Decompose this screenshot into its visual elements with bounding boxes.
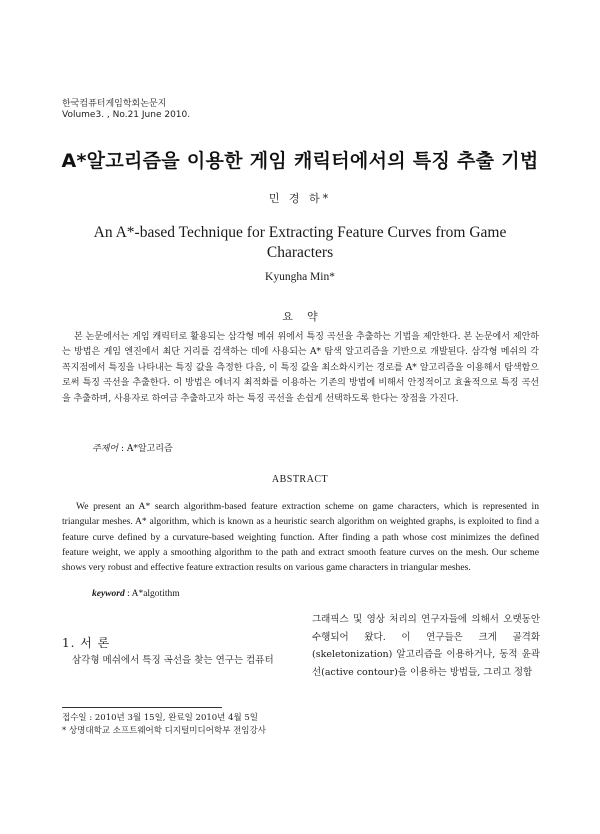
keywords-english bbox=[92, 589, 180, 599]
section-heading-introduction: 1. 서 론 bbox=[62, 636, 111, 650]
keywords-korean bbox=[92, 441, 173, 454]
abstract-heading-english: ABSTRACT bbox=[271, 474, 329, 485]
author-english: Kyungha Min* bbox=[265, 271, 335, 283]
body-text-left: 삼각형 메쉬에서 특징 곡선을 찾는 연구는 컴퓨터 bbox=[72, 655, 274, 666]
keyword-value-korean: A*알고리즘 bbox=[126, 444, 173, 454]
abstract-korean: 본 논문에서는 게임 캐릭터로 활용되는 삼각형 메쉬 위에서 특징 곡선을 추출하는 기법을 제안한다. 본 논문에서 제안하는 방법은 게임 엔진에서 최단 거리를 검색하는 데에 사용되는 A* 탐색 알고리즘을 기반으로 개발된다. 삼각형 메쉬의 각 꼭지점에서 특징을 나타내는 특징 값을 측정한 다음, 이 특징 값을 최소화시키는 경로를 A* 알고리즘을 이용해서 탐색함으로써 특징 곡선을 추출한다. 이 방법은 에너지 최적화를 이용하는 기존의 방법에 비해서 안정적이고 효율적으로 특징 곡선을 추출하며, 사용자로 하여금 추출하고자 하는 특징 곡선을 손쉽게 선택하도록 한다는 장점을 가진다. bbox=[62, 332, 539, 404]
journal-name: 한국컴퓨터게임학회논문지 bbox=[62, 99, 167, 109]
journal-volume: Volume3. , No.21 June 2010. bbox=[62, 110, 191, 120]
abstract-english: We present an A* search algorithm-based feature extraction scheme on game characters, which is represented in triangular meshes. A* algorithm, which is known as a heuristic search algorithm on weighted graphs, is exploited to find a feature curve defined by a curvature-based weighting function. After finding a path whose cost minimizes the defined feature weight, we apply a smoothing algorithm to the path and extract smooth feature curves on the mesh. Our scheme shows very robust and effective feature extraction results on various game characters in triangular meshes. bbox=[62, 501, 539, 574]
body-text-right: 그래픽스 및 영상 처리의 연구자들에 의해서 오랫동안 수행되어 왔다. 이 연구들은 크게 골격화(skeletonization) 알고리즘을 이용하거나, 동적 윤곽선(active contour)을 이용하는 방법들, 그리고 정합 bbox=[312, 614, 540, 678]
keyword-sep-english: : bbox=[127, 589, 130, 599]
journal-header bbox=[62, 99, 190, 121]
keyword-label-korean: 주제어 bbox=[92, 444, 119, 454]
footnote-divider bbox=[62, 707, 222, 708]
keyword-value-english: A*algotithm bbox=[131, 589, 180, 599]
footnote bbox=[62, 712, 266, 737]
footnote-affiliation: * 상명대학교 소프트웨어학 디지털미디어학부 전임강사 bbox=[62, 725, 266, 736]
keyword-sep-korean: : bbox=[120, 444, 125, 454]
author-korean: 민 경 하* bbox=[268, 192, 332, 205]
abstract-heading-korean: 요약 bbox=[282, 310, 332, 323]
keyword-label-english: keyword bbox=[92, 589, 125, 599]
footnote-dates: 접수일 : 2010년 3월 15일, 완료일 2010년 4월 5일 bbox=[62, 713, 259, 723]
paper-title-english: An A*-based Technique for Extracting Feature Curves from Game Characters bbox=[93, 224, 507, 261]
paper-title-korean: A*알고리즘을 이용한 게임 캐릭터에서의 특징 추출 기법 bbox=[61, 150, 539, 172]
